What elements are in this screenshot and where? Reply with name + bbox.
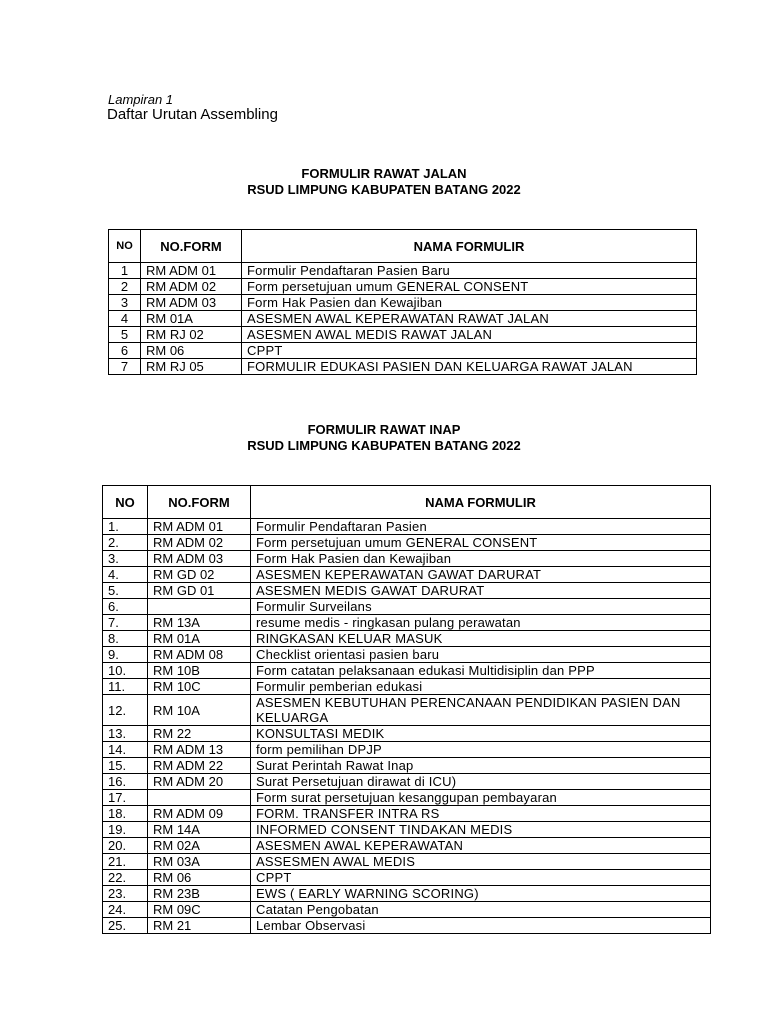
table-row: [103, 583, 711, 599]
form-code: RM ADM 02: [141, 279, 242, 295]
rawat-jalan-subtitle: RSUD LIMPUNG KABUPATEN BATANG 2022: [247, 182, 521, 197]
rawat-jalan-table: [108, 229, 697, 375]
form-code: RM ADM 02: [148, 535, 251, 551]
table-row: [103, 742, 711, 758]
lampiran-label: Lampiran 1: [108, 92, 174, 107]
rawat-inap-title: FORMULIR RAWAT INAP: [307, 422, 461, 437]
form-name: KONSULTASI MEDIK: [251, 726, 711, 742]
row-number: 15.: [103, 758, 148, 774]
table-row: [103, 599, 711, 615]
form-name: INFORMED CONSENT TINDAKAN MEDIS: [251, 822, 711, 838]
table-row: [103, 519, 711, 535]
rawat-jalan-title: FORMULIR RAWAT JALAN: [301, 166, 467, 181]
column-header-no-form: NO.FORM: [148, 486, 251, 519]
form-name: ASESMEN AWAL KEPERAWATAN RAWAT JALAN: [242, 311, 697, 327]
form-name: ASSESMEN AWAL MEDIS: [251, 854, 711, 870]
table-row: [103, 870, 711, 886]
row-number: 8.: [103, 631, 148, 647]
table-header-row: [103, 486, 711, 519]
form-name: Surat Persetujuan dirawat di ICU): [251, 774, 711, 790]
form-code: RM GD 02: [148, 567, 251, 583]
table-row: [103, 726, 711, 742]
table-row: [103, 838, 711, 854]
form-code: RM 14A: [148, 822, 251, 838]
row-number: 1.: [103, 519, 148, 535]
form-name: Checklist orientasi pasien baru: [251, 647, 711, 663]
form-name: Formulir Surveilans: [251, 599, 711, 615]
table-row: [103, 567, 711, 583]
table-row: [103, 854, 711, 870]
row-number: 7.: [103, 615, 148, 631]
table-row: [109, 295, 697, 311]
table-row: [103, 631, 711, 647]
table-row: [103, 535, 711, 551]
form-name: Form Hak Pasien dan Kewajiban: [242, 295, 697, 311]
form-name: Form Hak Pasien dan Kewajiban: [251, 551, 711, 567]
form-code: RM 21: [148, 918, 251, 934]
form-name: form pemilihan DPJP: [251, 742, 711, 758]
form-code: RM ADM 03: [141, 295, 242, 311]
column-header-no: NO: [103, 486, 148, 519]
table-row: [103, 822, 711, 838]
form-name: ASESMEN MEDIS GAWAT DARURAT: [251, 583, 711, 599]
column-header-no-form: NO.FORM: [141, 230, 242, 263]
form-code: [148, 790, 251, 806]
rawat-inap-table-body: [103, 519, 711, 934]
form-name: RINGKASAN KELUAR MASUK: [251, 631, 711, 647]
form-code: RM ADM 01: [141, 263, 242, 279]
table-row: [109, 359, 697, 375]
table-row: [109, 279, 697, 295]
form-name: Formulir pemberian edukasi: [251, 679, 711, 695]
row-number: 12.: [103, 695, 148, 726]
row-number: 13.: [103, 726, 148, 742]
row-number: 20.: [103, 838, 148, 854]
row-number: 11.: [103, 679, 148, 695]
row-number: 5: [109, 327, 141, 343]
form-code: RM 01A: [148, 631, 251, 647]
table-row: [103, 918, 711, 934]
form-name: resume medis - ringkasan pulang perawatan: [251, 615, 711, 631]
row-number: 18.: [103, 806, 148, 822]
row-number: 5.: [103, 583, 148, 599]
table-row: [109, 327, 697, 343]
form-code: RM 22: [148, 726, 251, 742]
row-number: 2.: [103, 535, 148, 551]
table-row: [103, 663, 711, 679]
form-code: RM ADM 22: [148, 758, 251, 774]
form-name: CPPT: [251, 870, 711, 886]
table-row: [103, 774, 711, 790]
form-name: CPPT: [242, 343, 697, 359]
form-code: RM ADM 13: [148, 742, 251, 758]
form-name: Form persetujuan umum GENERAL CONSENT: [242, 279, 697, 295]
form-code: RM RJ 02: [141, 327, 242, 343]
table-row: [103, 695, 711, 726]
table-row: [109, 311, 697, 327]
row-number: 17.: [103, 790, 148, 806]
table-row: [109, 263, 697, 279]
row-number: 16.: [103, 774, 148, 790]
form-code: RM ADM 08: [148, 647, 251, 663]
form-name: Lembar Observasi: [251, 918, 711, 934]
form-code: RM 01A: [141, 311, 242, 327]
row-number: 14.: [103, 742, 148, 758]
table-row: [103, 615, 711, 631]
form-code: RM 23B: [148, 886, 251, 902]
row-number: 23.: [103, 886, 148, 902]
row-number: 4: [109, 311, 141, 327]
form-code: RM 02A: [148, 838, 251, 854]
form-code: RM ADM 20: [148, 774, 251, 790]
form-name: Formulir Pendaftaran Pasien Baru: [242, 263, 697, 279]
document-title: Daftar Urutan Assembling: [107, 106, 278, 123]
form-code: RM ADM 01: [148, 519, 251, 535]
form-code: RM ADM 09: [148, 806, 251, 822]
column-header-no: NO: [109, 230, 141, 263]
rawat-inap-table: [102, 485, 711, 934]
table-row: [103, 790, 711, 806]
table-row: [103, 679, 711, 695]
row-number: 10.: [103, 663, 148, 679]
row-number: 3: [109, 295, 141, 311]
form-name: ASESMEN KEBUTUHAN PERENCANAAN PENDIDIKAN PASIEN DAN KELUARGA: [251, 695, 711, 726]
row-number: 22.: [103, 870, 148, 886]
row-number: 4.: [103, 567, 148, 583]
table-row: [103, 551, 711, 567]
column-header-nama-formulir: NAMA FORMULIR: [251, 486, 711, 519]
row-number: 6: [109, 343, 141, 359]
row-number: 24.: [103, 902, 148, 918]
form-name: Form catatan pelaksanaan edukasi Multidisiplin dan PPP: [251, 663, 711, 679]
row-number: 21.: [103, 854, 148, 870]
row-number: 3.: [103, 551, 148, 567]
form-name: FORMULIR EDUKASI PASIEN DAN KELUARGA RAWAT JALAN: [242, 359, 697, 375]
row-number: 9.: [103, 647, 148, 663]
row-number: 19.: [103, 822, 148, 838]
table-row: [103, 902, 711, 918]
rawat-inap-subtitle: RSUD LIMPUNG KABUPATEN BATANG 2022: [247, 438, 521, 453]
row-number: 7: [109, 359, 141, 375]
form-code: RM 09C: [148, 902, 251, 918]
form-code: RM 13A: [148, 615, 251, 631]
table-header-row: [109, 230, 697, 263]
form-name: Surat Perintah Rawat Inap: [251, 758, 711, 774]
form-name: ASESMEN AWAL MEDIS RAWAT JALAN: [242, 327, 697, 343]
form-name: EWS ( EARLY WARNING SCORING): [251, 886, 711, 902]
form-code: RM 06: [141, 343, 242, 359]
form-name: Catatan Pengobatan: [251, 902, 711, 918]
form-code: RM 03A: [148, 854, 251, 870]
form-name: Formulir Pendaftaran Pasien: [251, 519, 711, 535]
form-code: RM GD 01: [148, 583, 251, 599]
form-code: [148, 599, 251, 615]
rawat-jalan-table-body: [109, 263, 697, 375]
form-name: ASESMEN AWAL KEPERAWATAN: [251, 838, 711, 854]
row-number: 2: [109, 279, 141, 295]
row-number: 25.: [103, 918, 148, 934]
column-header-nama-formulir: NAMA FORMULIR: [242, 230, 697, 263]
form-code: RM 10A: [148, 695, 251, 726]
table-row: [109, 343, 697, 359]
row-number: 1: [109, 263, 141, 279]
form-code: RM 10C: [148, 679, 251, 695]
form-name: FORM. TRANSFER INTRA RS: [251, 806, 711, 822]
form-code: RM RJ 05: [141, 359, 242, 375]
form-code: RM 06: [148, 870, 251, 886]
table-row: [103, 806, 711, 822]
table-row: [103, 886, 711, 902]
form-code: RM 10B: [148, 663, 251, 679]
table-row: [103, 647, 711, 663]
form-code: RM ADM 03: [148, 551, 251, 567]
table-row: [103, 758, 711, 774]
form-name: Form surat persetujuan kesanggupan pembayaran: [251, 790, 711, 806]
row-number: 6.: [103, 599, 148, 615]
form-name: Form persetujuan umum GENERAL CONSENT: [251, 535, 711, 551]
form-name: ASESMEN KEPERAWATAN GAWAT DARURAT: [251, 567, 711, 583]
